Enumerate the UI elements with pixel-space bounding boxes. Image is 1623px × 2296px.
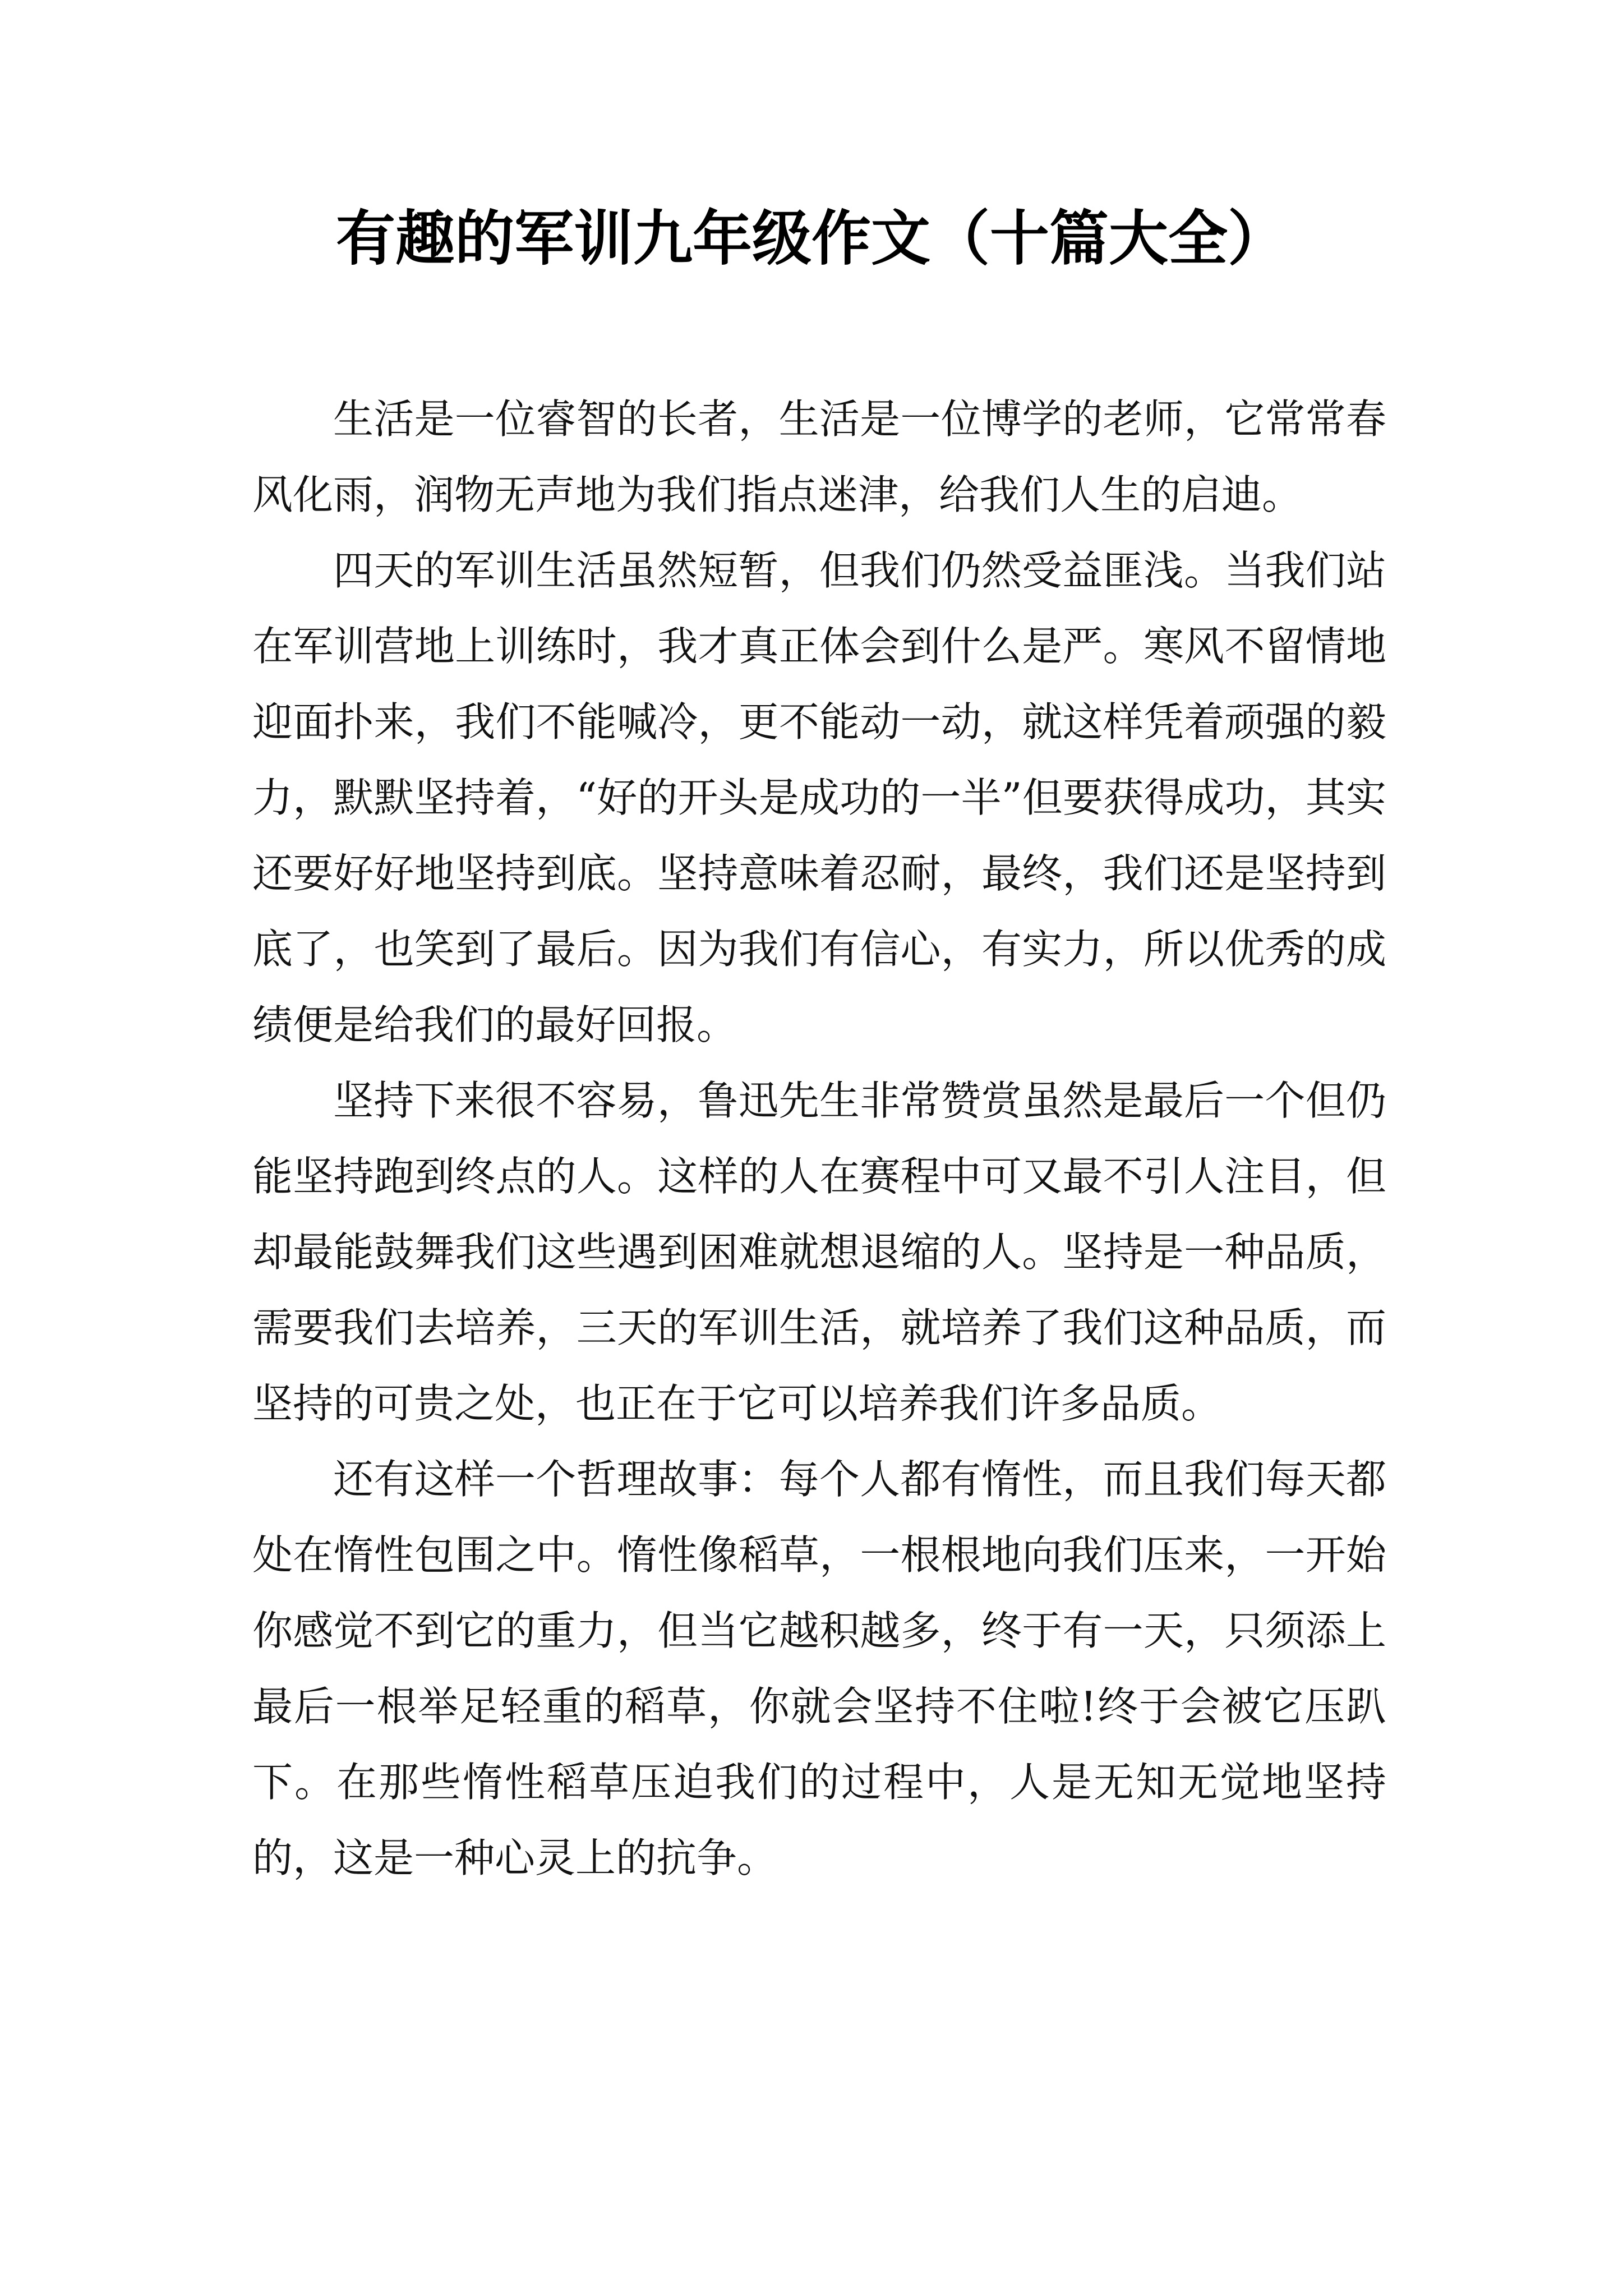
document-title: 有趣的军训九年级作文（十篇大全） <box>336 203 1287 273</box>
paragraph: 坚持下来很不容易，鲁迅先生非常赞赏虽然是最后一个但仍能坚持跑到终点的人。这样的人在赛程中可又最不引人注目，但却最能鼓舞我们这些遇到困难就想退缩的人。坚持是一种品质，需要我们去培养，三天的军训生活，就培养了我们这种品质，而坚持的可贵之处，也正在于它可以培养我们许多品质。 <box>252 1077 1386 1427</box>
paragraph: 生活是一位睿智的长者，生活是一位博学的老师，它常常春风化雨，润物无声地为我们指点迷津，给我们人生的启迪。 <box>252 395 1386 518</box>
paragraph: 四天的军训生活虽然短暂，但我们仍然受益匪浅。当我们站在军训营地上训练时，我才真正体会到什么是严。寒风不留情地迎面扑来，我们不能喊冷，更不能动一动，就这样凭着顽强的毅力，默默坚持着，“好的开头是成功的一半”但要获得成功，其实还要好好地坚持到底。坚持意味着忍耐，最终，我们还是坚持到底了，也笑到了最后。因为我们有信心，有实力，所以优秀的成绩便是给我们的最好回报。 <box>252 547 1386 1048</box>
document-body <box>252 381 1386 1896</box>
paragraph: 还有这样一个哲理故事：每个人都有惰性，而且我们每天都处在惰性包围之中。惰性像稻草，一根根地向我们压来，一开始你感觉不到它的重力，但当它越积越多，终于有一天，只须添上最后一根举足轻重的稻草，你就会坚持不住啦!终于会被它压趴下。在那些惰性稻草压迫我们的过程中，人是无知无觉地坚持的，这是一种心灵上的抗争。 <box>252 1456 1386 1881</box>
